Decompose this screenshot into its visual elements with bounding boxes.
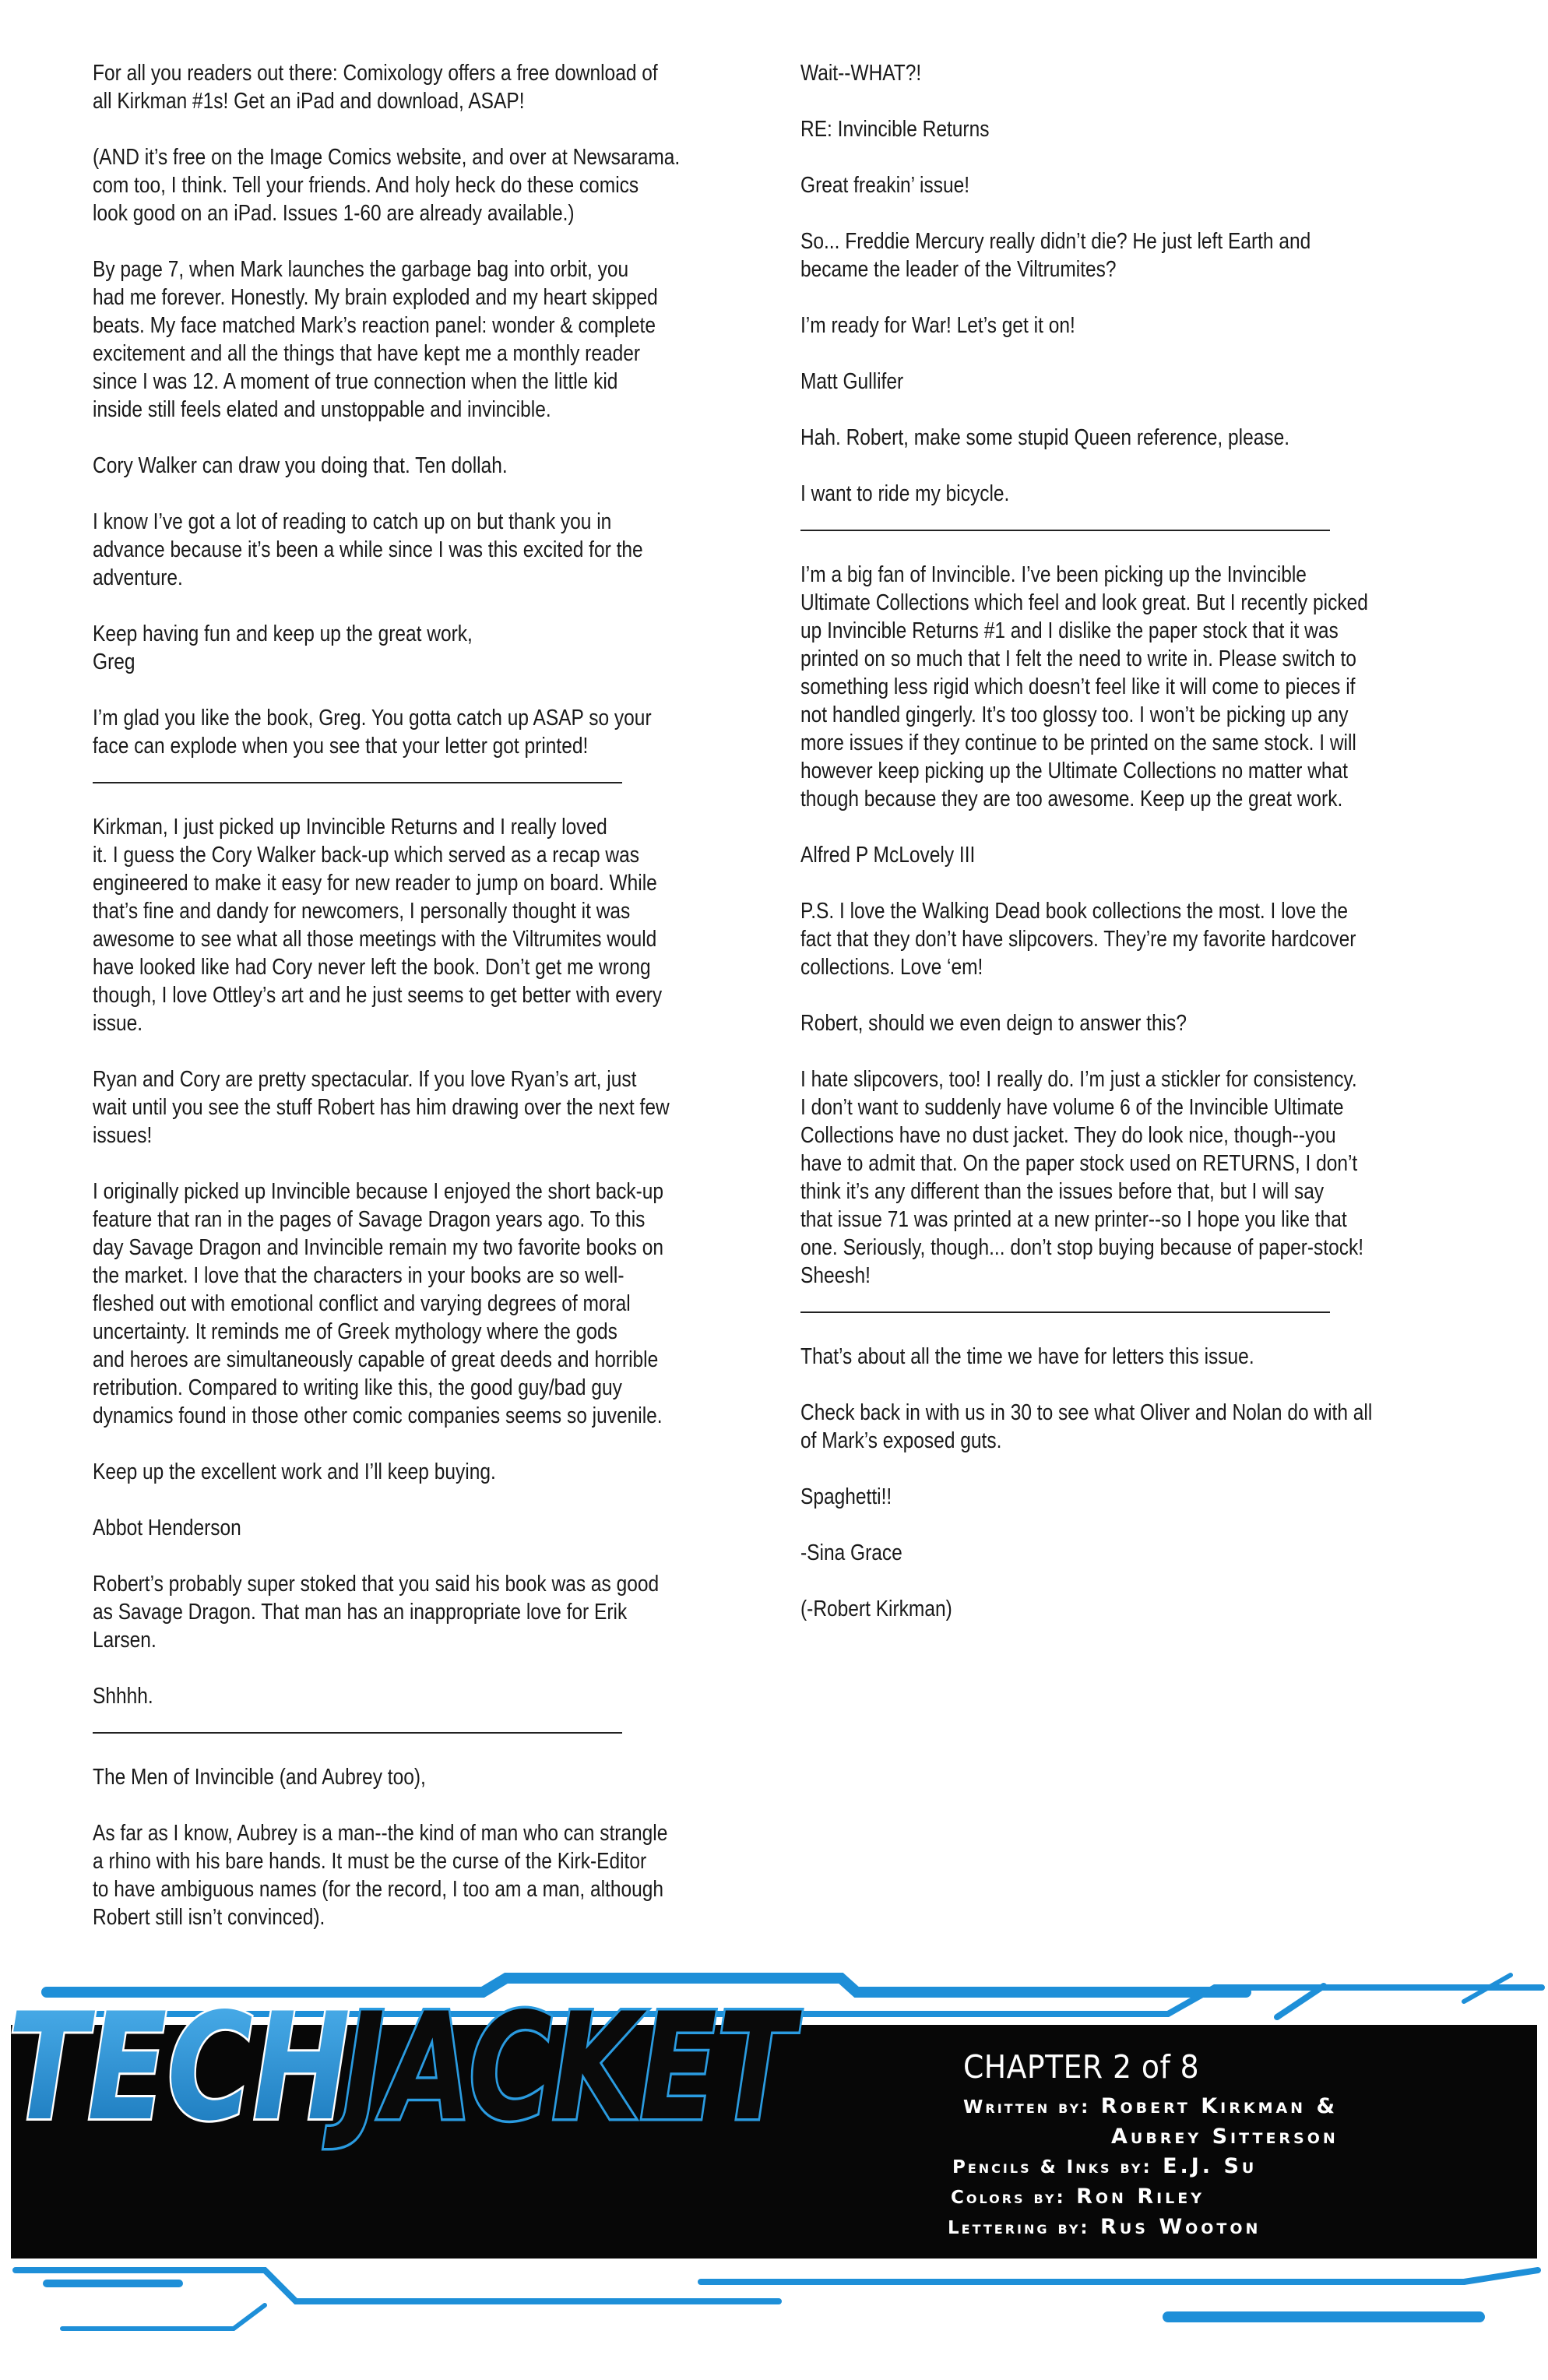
right-paragraph: Wait--WHAT?!	[800, 61, 922, 86]
right-paragraph: Robert, should we even deign to answer this?	[800, 1011, 1187, 1036]
left-paragraph: (AND it’s free on the Image Comics website, and over at Newsarama. com too, I think. Tell your friends. And holy heck do these comics look good on an iPad. Issues 1-60 are already available.)	[93, 145, 681, 226]
separator-rule	[93, 782, 622, 783]
left-paragraph: As far as I know, Aubrey is a man--the kind of man who can strangle a rhino with his bare hands. It must be the curse of the Kirk-Editor to have ambiguous names (for the record, I too am a man, although Robert still isn’t convinced).	[93, 1821, 668, 1930]
right-paragraph: That’s about all the time we have for letters this issue.	[800, 1344, 1254, 1369]
right-paragraph: Hah. Robert, make some stupid Queen reference, please.	[800, 425, 1290, 450]
right-paragraph: I’m ready for War! Let’s get it on!	[800, 313, 1075, 338]
left-paragraph: I’m glad you like the book, Greg. You gotta catch up ASAP so your face can explode when you see that your letter got printed!	[93, 706, 652, 759]
left-paragraph: Keep having fun and keep up the great work, Greg	[93, 621, 473, 674]
right-paragraph: I want to ride my bicycle.	[800, 481, 1010, 506]
right-paragraph: Check back in with us in 30 to see what Oliver and Nolan do with all of Mark’s exposed guts.	[800, 1400, 1373, 1453]
left-paragraph: I originally picked up Invincible because I enjoyed the short back-up feature that ran in the pages of Savage Dragon years ago. To this day Savage Dragon and Invincible remain my two favorite books on the market. I love that the characters in your books are so well- fleshed out with emotional conflict and varying degrees of moral uncertainty. It reminds me of Greek mythology where the gods and heroes are simultaneously capable of great deeds and horrible retribution. Compared to writing like this, the good guy/bad guy dynamics found in those other comic companies seems so juvenile.	[93, 1179, 664, 1428]
credit-colors: Colors by: Ron Riley	[951, 2185, 1205, 2209]
left-paragraph: Keep up the excellent work and I’ll keep buying.	[93, 1459, 496, 1484]
right-paragraph: So... Freddie Mercury really didn’t die? He just left Earth and became the leader of the Viltrumites?	[800, 229, 1311, 282]
credit-writers-2: Aubrey Sitterson	[1111, 2125, 1339, 2149]
logo-word-tech: TECH	[8, 1981, 350, 2153]
separator-rule	[93, 1732, 622, 1734]
left-paragraph: The Men of Invincible (and Aubrey too),	[93, 1765, 426, 1790]
separator-rule	[800, 1311, 1330, 1313]
right-paragraph: (-Robert Kirkman)	[800, 1597, 952, 1621]
separator-rule	[800, 530, 1330, 531]
left-paragraph: By page 7, when Mark launches the garbage bag into orbit, you had me forever. Honestly. My brain exploded and my heart skipped beats. My face matched Mark’s reaction panel: wonder & complete excitement and all the things that have kept me a monthly reader since I was 12. A moment of true connection when the little kid inside still feels elated and unstoppable and invincible.	[93, 257, 658, 422]
left-paragraph: Ryan and Cory are pretty spectacular. If you love Ryan’s art, just wait until you see the stuff Robert has him drawing over the next few issues!	[93, 1067, 670, 1148]
letters-column-right	[800, 59, 1470, 1651]
letters-column-left	[93, 59, 762, 1959]
credit-lettering: Lettering by: Rus Wooton	[948, 2215, 1261, 2239]
logo-word-jacket: JACKET	[323, 1981, 803, 2153]
left-paragraph: Cory Walker can draw you doing that. Ten dollah.	[93, 453, 508, 478]
right-paragraph: I’m a big fan of Invincible. I’ve been picking up the Invincible Ultimate Collections which feel and look great. But I recently picked up Invincible Returns #1 and I dislike the paper stock that it was printed on so much that I felt the need to write in. Please switch to something less rigid which doesn’t feel like it will come to pieces if not handled gingerly. It’s too glossy too. I won’t be picking up any more issues if they continue to be printed on the same stock. I will however keep picking up the Ultimate Collections no matter what though because they are too awesome. Keep up the great work.	[800, 562, 1368, 812]
right-paragraph: Great freakin’ issue!	[800, 173, 970, 198]
left-paragraph: Abbot Henderson	[93, 1516, 241, 1540]
tech-jacket-banner	[0, 1963, 1548, 2352]
right-paragraph: -Sina Grace	[800, 1540, 902, 1565]
left-paragraph: Robert’s probably super stoked that you said his book was as good as Savage Dragon. That man has an inappropriate love for Erik Larsen.	[93, 1572, 660, 1653]
credit-pencils: Pencils & Inks by: E.J. Su	[952, 2154, 1258, 2178]
left-paragraph: I know I’ve got a lot of reading to catch up on but thank you in advance because it’s been a while since I was this excited for the adventure.	[93, 509, 643, 590]
right-paragraph: Spaghetti!!	[800, 1484, 892, 1509]
right-paragraph: I hate slipcovers, too! I really do. I’m just a stickler for consistency. I don’t want to suddenly have volume 6 of the Invincible Ultimate Collections have no dust jacket. They do look nice, though--you have to admit that. On the paper stock used on RETURNS, I don’t think it’s any different than the issues before that, but I will say that issue 71 was printed at a new printer--so I hope you like that one. Seriously, though... don’t stop buying because of paper-stock! Sheesh!	[800, 1067, 1364, 1288]
left-paragraph: For all you readers out there: Comixology offers a free download of all Kirkman #1s! Get an iPad and download, ASAP!	[93, 61, 658, 114]
credit-writers: Written by: Robert Kirkman &	[963, 2094, 1339, 2118]
right-paragraph: Alfred P McLovely III	[800, 843, 976, 868]
banner-credits	[931, 2048, 1398, 2243]
chapter-label: CHAPTER 2 of 8	[963, 2048, 1200, 2086]
right-paragraph: RE: Invincible Returns	[800, 117, 990, 142]
tech-jacket-logo	[0, 1963, 803, 2153]
left-paragraph: Shhhh.	[93, 1684, 153, 1709]
left-paragraph: Kirkman, I just picked up Invincible Returns and I really loved it. I guess the Cory Walker back-up which served as a recap was engineered to make it easy for new reader to jump on board. While that’s fine and dandy for newcomers, I personally thought it was awesome to see what all those meetings with the Viltrumites would have looked like had Cory never left the book. Don’t get me wrong though, I love Ottley’s art and he just seems to get better with every issue.	[93, 815, 663, 1036]
right-paragraph: Matt Gullifer	[800, 369, 904, 394]
right-paragraph: P.S. I love the Walking Dead book collections the most. I love the fact that they don’t have slipcovers. They’re my favorite hardcover collections. Love ‘em!	[800, 899, 1356, 980]
